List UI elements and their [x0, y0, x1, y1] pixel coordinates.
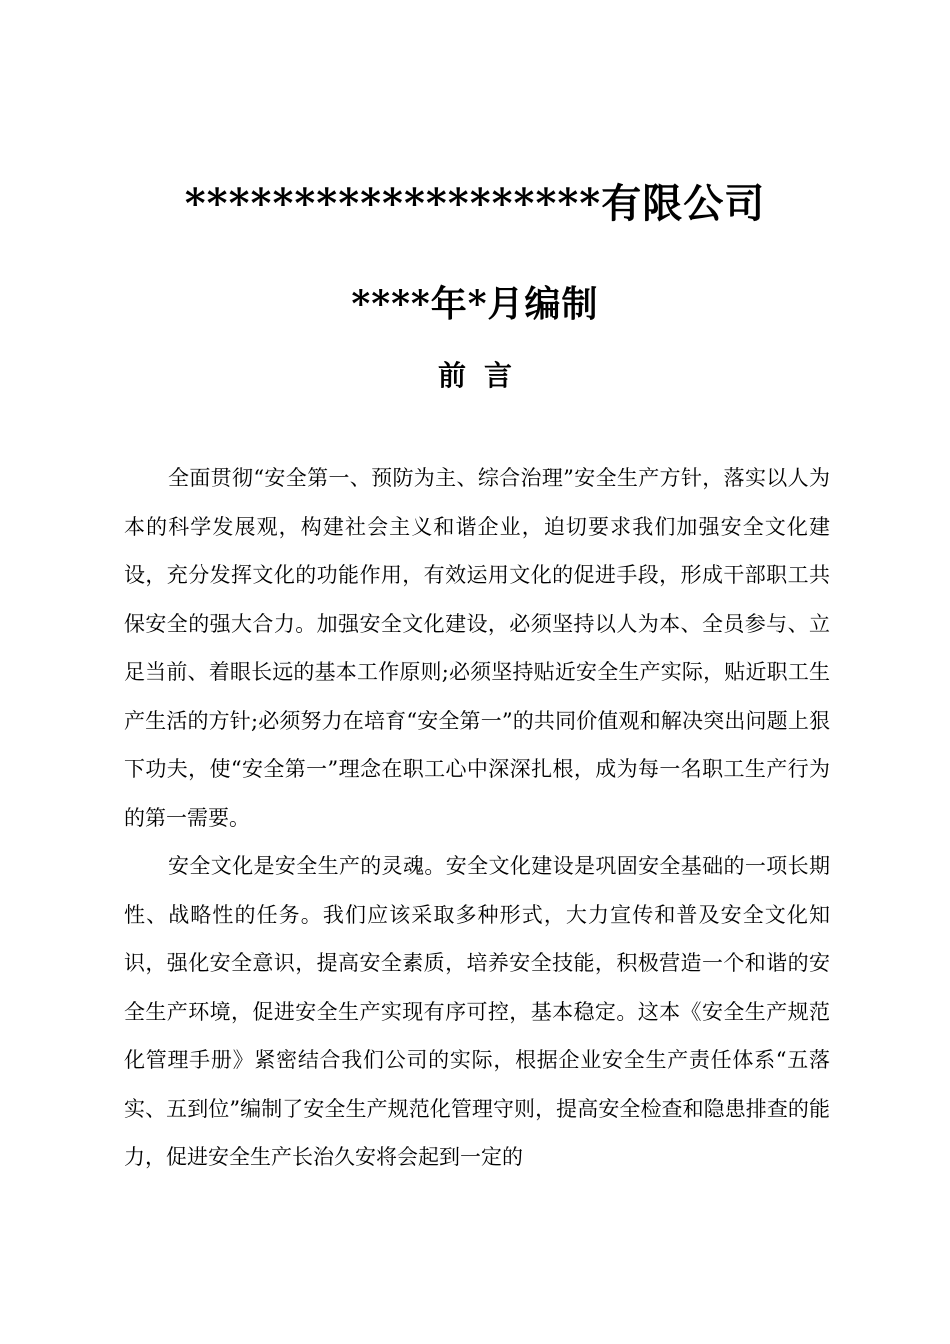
section-heading: 前言: [437, 359, 530, 392]
document-body: [124, 454, 830, 1182]
paragraph-2: 安全文化是安全生产的灵魂。安全文化建设是巩固安全基础的一项长期性、战略性的任务。我们应该采取多种形式，大力宣传和普及安全文化知识，强化安全意识，提高安全素质，培养安全技能，积极营造一个和谐的安全生产环境，促进安全生产实现有序可控，基本稳定。这本《安全生产规范化管理手册》紧密结合我们公司的实际，根据企业安全生产责任体系“五落实、五到位”编制了安全生产规范化管理守则，提高安全检查和隐患排查的能力，促进安全生产长治久安将会起到一定的: [124, 854, 830, 1169]
company-title: *******************有限公司: [184, 180, 766, 227]
date-line: ****年*月编制: [351, 283, 599, 325]
paragraph-1: 全面贯彻“安全第一、预防为主、综合治理”安全生产方针，落实以人为本的科学发展观，构建社会主义和谐企业，迫切要求我们加强安全文化建设，充分发挥文化的功能作用，有效运用文化的促进手段，形成干部职工共保安全的强大合力。加强安全文化建设，必须坚持以人为本、全员参与、立足当前、着眼长远的基本工作原则;必须坚持贴近安全生产实际，贴近职工生产生活的方针;必须努力在培育“安全第一”的共同价值观和解决突出问题上狠下功夫，使“安全第一”理念在职工心中深深扎根，成为每一名职工生产行为的第一需要。: [124, 466, 830, 830]
